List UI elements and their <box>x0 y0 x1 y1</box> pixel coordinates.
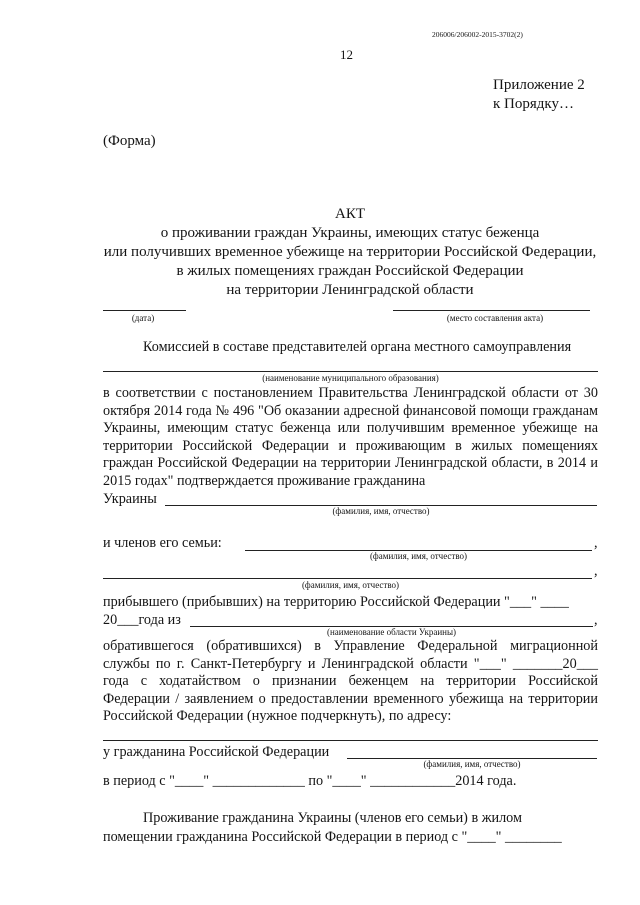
document-number: 206006/206002-2015-3702(2) <box>432 30 523 39</box>
family-line-2 <box>103 578 592 579</box>
residence-line-2: помещении гражданина Российской Федерации в период с "____" ________ <box>103 829 562 845</box>
document-title <box>100 205 600 300</box>
date-caption: (дата) <box>131 313 155 323</box>
family-comma-2: , <box>594 563 598 579</box>
title-line-1: АКТ <box>335 206 365 222</box>
citizen-label: у гражданина Российской Федерации <box>103 744 330 760</box>
municipality-caption: (наименование муниципального образования) <box>262 373 439 383</box>
title-line-4: в жилых помещениях граждан Российской Федерации <box>176 263 524 279</box>
title-line-2: о проживании граждан Украины, имеющих статус беженца <box>160 225 540 241</box>
ukraine-label: Украины <box>103 491 157 507</box>
period-text: в период с "____" _____________ по "____" ____________2014 года. <box>103 773 517 789</box>
title-line-5: на территории Ленинградской области <box>226 282 474 298</box>
region-comma: , <box>594 612 598 628</box>
citizen-fio-caption: (фамилия, имя, отчество) <box>423 759 521 769</box>
residence-line-1: Проживание гражданина Украины (членов его семьи) в жилом <box>143 810 522 826</box>
family-label: и членов его семьи: <box>103 535 222 551</box>
municipality-line <box>103 371 598 372</box>
appendix-line-2: к Порядку… <box>493 96 574 112</box>
form-label: (Форма) <box>103 133 156 149</box>
place-line <box>393 310 590 311</box>
decree-paragraph: в соответствии с постановлением Правительства Ленинградской области от 30 октября 2014 года № 496 "Об оказании адресной финансовой помощи гражданам Украины, имеющим статус беженца или получившим временное убежище на территории Российской Федерации и проживающим в жилых помещениях граждан Российской Федерации на территории Ленинградской области, в 2014 и 2015 годах" подтверждается проживание гражданина <box>103 385 598 489</box>
arrival-year-text: 20___года из <box>103 612 181 628</box>
application-paragraph: обратившегося (обратившихся) в Управление Федеральной миграционной службы по г. Санкт-Петербургу и Ленинградской области "___" _______20___ года с ходатайством о признании беженцем на территории Российской Федерации / заявлением о предоставлении временного убежища на территории Российской Федерации (нужное подчеркнуть), по адресу: <box>103 638 598 725</box>
title-line-3: или получивших временное убежище на территории Российской Федерации, <box>103 244 597 260</box>
family-comma-1: , <box>594 535 598 551</box>
place-caption: (место составления акта) <box>446 313 544 323</box>
ukraine-fio-caption: (фамилия, имя, отчество) <box>332 506 430 516</box>
address-line <box>103 740 598 741</box>
commission-text: Комиссией в составе представителей органа местного самоуправления <box>143 339 572 355</box>
appendix-line-1: Приложение 2 <box>493 77 585 93</box>
arrival-text: прибывшего (прибывших) на территорию Российской Федерации "___" ____ <box>103 594 569 610</box>
region-caption: (наименование области Украины) <box>326 627 457 637</box>
date-line <box>103 310 186 311</box>
family-caption-1: (фамилия, имя, отчество) <box>369 551 468 561</box>
family-caption-2: (фамилия, имя, отчество) <box>301 580 400 590</box>
appendix-reference <box>493 76 585 114</box>
page-number: 12 <box>340 47 353 62</box>
